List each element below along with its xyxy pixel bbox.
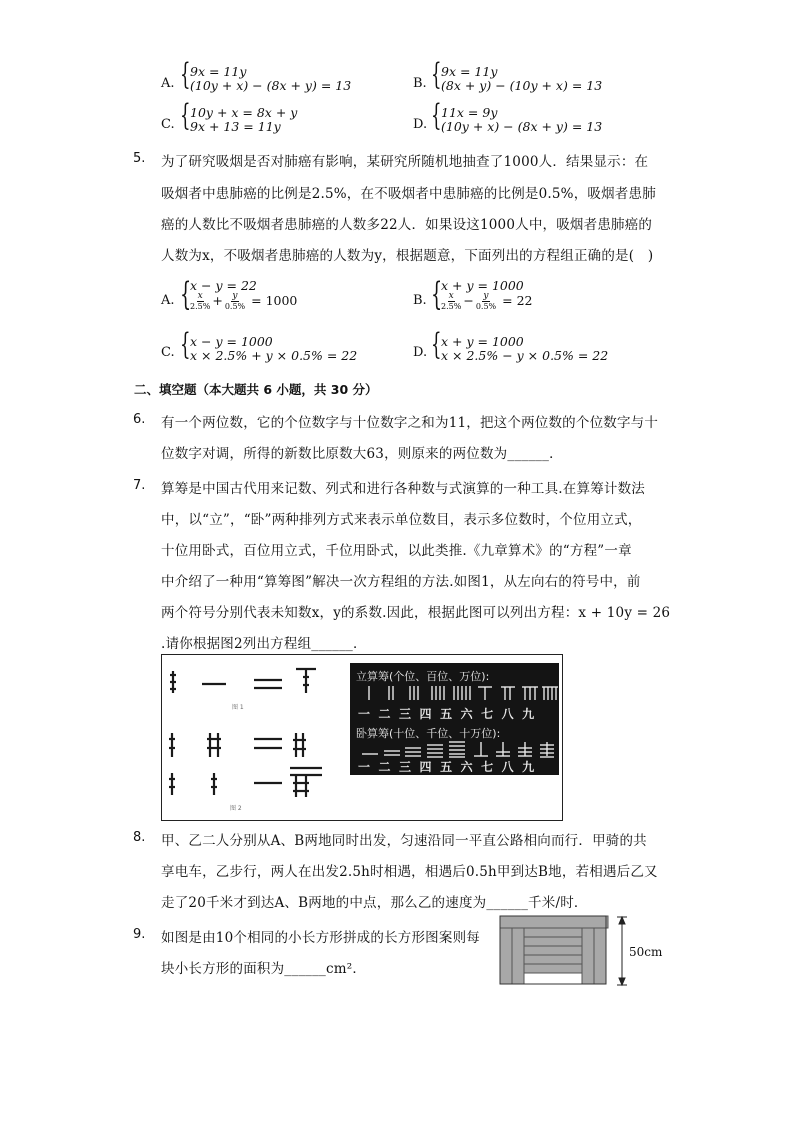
question-text-line: 吸烟者中患肺癌的比例是2.5%，在不吸烟者中患肺癌的比例是0.5%，吸烟者患肺 bbox=[161, 186, 656, 202]
equation-line: 9x = 11y bbox=[441, 64, 498, 79]
fraction-equation bbox=[188, 292, 297, 311]
fraction-denominator: 0.5% bbox=[224, 302, 246, 311]
section-heading: 二、填空题（本大题共 6 小题，共 30 分） bbox=[134, 382, 378, 397]
brace-icon: { bbox=[180, 98, 191, 133]
question-text-line: 享电车，乙步行，两人在出发2.5h时相遇，相遇后0.5h甲到达B地，若相遇后乙又 bbox=[161, 864, 658, 880]
question-text-line: 如图是由10个相同的小长方形拼成的长方形图案则每 bbox=[161, 930, 480, 946]
digit: 六 bbox=[460, 707, 482, 721]
fraction-numerator: y bbox=[483, 291, 489, 301]
question-text-line: 块小长方形的面积为______cm²． bbox=[161, 961, 367, 977]
option-label: C. bbox=[161, 345, 175, 360]
question-text-line: 算筹是中国古代用来记数、列式和进行各种数与式演算的一种工具.在算筹计数法 bbox=[161, 481, 645, 497]
vertical-rods-row bbox=[350, 684, 559, 702]
question-text-line: 甲、乙二人分别从A、B两地同时出发，匀速沿同一平直公路相向而行．甲骑的共 bbox=[161, 833, 647, 849]
dimension-label: 50cm bbox=[629, 945, 663, 959]
digit: 四 bbox=[419, 707, 441, 721]
question-text-line: 中介绍了一种用“算筹图”解决一次方程组的方法.如图1，从左向右的符号中，前 bbox=[161, 574, 641, 590]
question-text-line: 中，以“立”，“卧”两种排列方式来表示单位数目，表示多位数时，个位用立式， bbox=[161, 512, 642, 528]
board-title: 立算筹(个位、百位、万位): bbox=[356, 670, 490, 683]
equation-line: x + y = 1000 bbox=[441, 334, 524, 349]
digit: 九 bbox=[522, 760, 543, 774]
fraction-numerator: x bbox=[197, 291, 203, 301]
digit: 四 bbox=[419, 760, 441, 774]
option-label: B. bbox=[413, 76, 427, 91]
question-number: 5. bbox=[133, 151, 146, 166]
brace-icon: { bbox=[431, 327, 442, 362]
option-label: A. bbox=[161, 76, 175, 91]
option-label: D. bbox=[413, 117, 428, 132]
fraction-denominator: 2.5% bbox=[190, 302, 211, 311]
fraction-denominator: 2.5% bbox=[441, 302, 462, 311]
equation-line: x − y = 1000 bbox=[190, 334, 273, 349]
digit: 一 bbox=[358, 707, 379, 721]
option-label: D. bbox=[413, 345, 428, 360]
digit: 六 bbox=[460, 760, 482, 774]
operator: − bbox=[463, 293, 474, 308]
figure-caption: 图 2 bbox=[230, 805, 242, 812]
question-text-line: 两个符号分别代表未知数x，y的系数.因此，根据此图可以列出方程：x + 10y = 26 bbox=[161, 605, 671, 621]
digit: 八 bbox=[501, 707, 523, 721]
horizontal-rods-row bbox=[350, 740, 559, 758]
question-text-line: 癌的人数比不吸烟者患肺癌的人数多22人．如果设这1000人中，吸烟者患肺癌的 bbox=[161, 217, 653, 233]
equation-line: x × 2.5% + y × 0.5% = 22 bbox=[190, 348, 358, 363]
fraction bbox=[190, 292, 210, 311]
equation-line: 9x = 11y bbox=[190, 64, 247, 79]
equation-rhs: = 22 bbox=[502, 293, 533, 308]
equation-line: x − y = 22 bbox=[190, 278, 257, 293]
question-text-line: .请你根据图2列出方程组______． bbox=[161, 636, 367, 652]
equation-line: (10y + x) − (8x + y) = 13 bbox=[190, 78, 352, 93]
equation-line: x × 2.5% − y × 0.5% = 22 bbox=[441, 348, 609, 363]
digit: 七 bbox=[481, 707, 502, 721]
fraction bbox=[225, 292, 245, 311]
board-title: 卧算筹(十位、千位、十万位): bbox=[356, 727, 501, 740]
brace-icon: { bbox=[431, 98, 442, 133]
digit: 二 bbox=[378, 707, 400, 721]
equation-rhs: = 1000 bbox=[251, 293, 298, 308]
question-number: 9. bbox=[133, 927, 146, 942]
digit: 五 bbox=[440, 760, 461, 774]
digit: 八 bbox=[501, 760, 523, 774]
digit: 一 bbox=[358, 760, 379, 774]
question-number: 6. bbox=[133, 412, 146, 427]
question-text-line: 十位用卧式，百位用立式，千位用卧式，以此类推.《九章算术》的“方程”一章 bbox=[161, 543, 632, 559]
digits-row bbox=[358, 705, 543, 722]
equation-line: 9x + 13 = 11y bbox=[190, 119, 281, 134]
option-label: B. bbox=[413, 293, 427, 308]
digits-row bbox=[358, 758, 543, 775]
fraction bbox=[476, 292, 496, 311]
question-number: 8. bbox=[133, 830, 146, 845]
equation-line: x + y = 1000 bbox=[441, 278, 524, 293]
equation-line: 11x = 9y bbox=[441, 105, 498, 120]
counting-rods-figure bbox=[161, 654, 563, 821]
equation-line: (8x + y) − (10y + x) = 13 bbox=[441, 78, 603, 93]
fraction-numerator: y bbox=[232, 291, 238, 301]
rod-numeral-board bbox=[350, 663, 559, 775]
brace-icon: { bbox=[431, 57, 442, 92]
brace-icon: { bbox=[180, 57, 191, 92]
digit: 五 bbox=[440, 707, 461, 721]
brace-icon: { bbox=[180, 327, 191, 362]
brace-icon: { bbox=[180, 275, 192, 313]
question-text-line: 位数字对调，所得的新数比原数大63，则原来的两位数为______． bbox=[161, 446, 563, 462]
question-text-line: 走了20千米才到达A、B两地的中点，那么乙的速度为______千米/时． bbox=[161, 895, 588, 911]
question-text-line: 有一个两位数，它的个位数字与十位数字之和为11，把这个两位数的个位数字与十 bbox=[161, 415, 659, 431]
digit: 三 bbox=[399, 760, 420, 774]
fraction-equation bbox=[439, 292, 532, 311]
option-label: C. bbox=[161, 117, 175, 132]
rod-diagram bbox=[162, 655, 347, 820]
digit: 三 bbox=[399, 707, 420, 721]
digit: 七 bbox=[481, 760, 502, 774]
fraction-numerator: x bbox=[448, 291, 454, 301]
question-number: 7. bbox=[133, 478, 146, 493]
question-text-line: 为了研究吸烟是否对肺癌有影响，某研究所随机地抽查了1000人．结果显示：在 bbox=[161, 154, 649, 170]
figure-caption: 图 1 bbox=[232, 704, 244, 711]
brace-icon: { bbox=[431, 275, 443, 313]
fraction-denominator: 0.5% bbox=[475, 302, 497, 311]
equation-line: (10y + x) − (8x + y) = 13 bbox=[441, 119, 603, 134]
question-text-line: 人数为x，不吸烟者患肺癌的人数为y，根据题意，下面列出的方程组正确的是( ) bbox=[161, 248, 654, 264]
equation-line: 10y + x = 8x + y bbox=[190, 105, 298, 120]
operator: + bbox=[212, 293, 223, 308]
option-label: A. bbox=[161, 293, 175, 308]
digit: 九 bbox=[522, 707, 543, 721]
fraction bbox=[441, 292, 461, 311]
digit: 二 bbox=[378, 760, 400, 774]
